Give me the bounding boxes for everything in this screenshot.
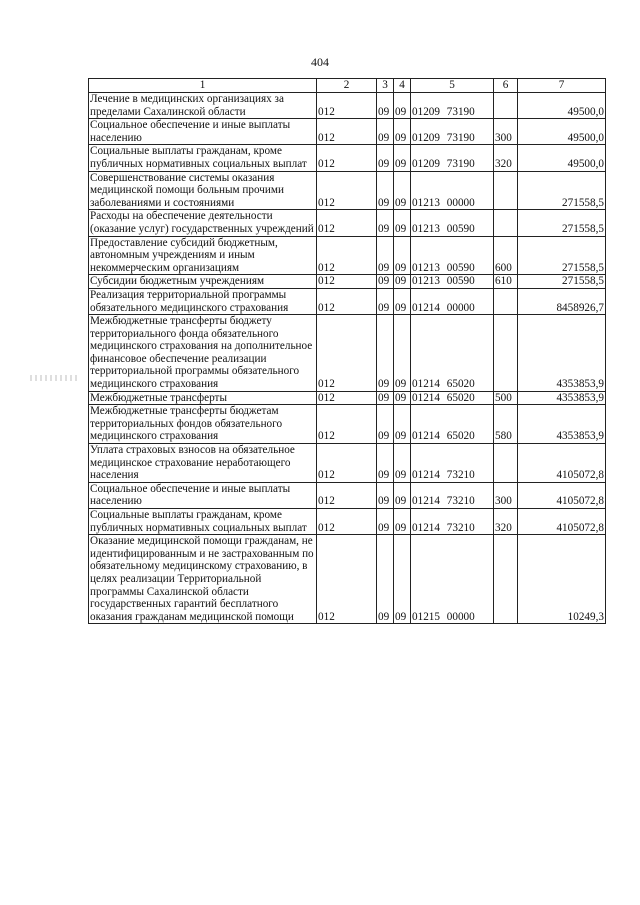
ministry-code: 012: [317, 288, 377, 314]
column-header: 3: [377, 79, 394, 93]
expense-type-code: 600: [494, 236, 518, 275]
subsection-code: 09: [394, 145, 411, 171]
amount: 4353853,9: [518, 315, 606, 392]
section-code: 09: [377, 275, 394, 289]
ministry-code: 012: [317, 93, 377, 119]
subsection-code: 09: [394, 391, 411, 405]
table-row: [89, 391, 606, 405]
table-row: [89, 93, 606, 119]
section-code: 09: [377, 405, 394, 444]
amount: 4105072,8: [518, 482, 606, 508]
subsection-code: 09: [394, 535, 411, 624]
table-row: [89, 482, 606, 508]
amount: 49500,0: [518, 145, 606, 171]
ministry-code: 012: [317, 145, 377, 171]
budget-table: [88, 78, 606, 624]
amount: 271558,5: [518, 210, 606, 236]
section-code: 09: [377, 236, 394, 275]
row-name: Лечение в медицинских организациях за пределами Сахалинской области: [89, 93, 317, 119]
subsection-code: 09: [394, 119, 411, 145]
ministry-code: 012: [317, 119, 377, 145]
scan-artifact: [30, 375, 80, 381]
amount: 4353853,9: [518, 405, 606, 444]
subsection-code: 09: [394, 171, 411, 210]
amount: 271558,5: [518, 171, 606, 210]
row-name: Оказание медицинской помощи гражданам, не идентифицированным и не застрахованным по обязательному медицинскому страхованию, в целях реализации Территориальной программы Сахалинской области государственных гарантий бесплатного оказания гражданам медицинской помощи: [89, 535, 317, 624]
table-row: [89, 405, 606, 444]
ministry-code: 012: [317, 171, 377, 210]
row-name: Социальное обеспечение и иные выплаты населению: [89, 482, 317, 508]
expense-type-code: [494, 444, 518, 483]
row-name: Субсидии бюджетным учреждениям: [89, 275, 317, 289]
table-row: [89, 444, 606, 483]
table-body: [89, 93, 606, 624]
target-article-code: 01213 00590: [411, 236, 494, 275]
ministry-code: 012: [317, 482, 377, 508]
ministry-code: 012: [317, 210, 377, 236]
section-code: 09: [377, 509, 394, 535]
subsection-code: 09: [394, 405, 411, 444]
column-header: 4: [394, 79, 411, 93]
row-name: Межбюджетные трансферты: [89, 391, 317, 405]
amount: 49500,0: [518, 93, 606, 119]
ministry-code: 012: [317, 444, 377, 483]
section-code: 09: [377, 119, 394, 145]
target-article-code: 01214 65020: [411, 391, 494, 405]
table-row: [89, 236, 606, 275]
target-article-code: 01213 00590: [411, 275, 494, 289]
subsection-code: 09: [394, 482, 411, 508]
subsection-code: 09: [394, 288, 411, 314]
target-article-code: 01214 00000: [411, 288, 494, 314]
expense-type-code: [494, 288, 518, 314]
expense-type-code: 500: [494, 391, 518, 405]
column-header: 7: [518, 79, 606, 93]
target-article-code: 01209 73190: [411, 145, 494, 171]
row-name: Реализация территориальной программы обязательного медицинского страхования: [89, 288, 317, 314]
row-name: Социальные выплаты гражданам, кроме публичных нормативных социальных выплат: [89, 509, 317, 535]
amount: 10249,3: [518, 535, 606, 624]
section-code: 09: [377, 288, 394, 314]
expense-type-code: 320: [494, 509, 518, 535]
table-header-row: [89, 79, 606, 93]
amount: 4353853,9: [518, 391, 606, 405]
table-row: [89, 288, 606, 314]
subsection-code: 09: [394, 315, 411, 392]
subsection-code: 09: [394, 509, 411, 535]
target-article-code: 01214 65020: [411, 315, 494, 392]
ministry-code: 012: [317, 509, 377, 535]
row-name: Совершенствование системы оказания медицинской помощи больным прочими заболеваниями и состояниями: [89, 171, 317, 210]
target-article-code: 01214 65020: [411, 405, 494, 444]
section-code: 09: [377, 171, 394, 210]
ministry-code: 012: [317, 315, 377, 392]
column-header: 2: [317, 79, 377, 93]
target-article-code: 01209 73190: [411, 119, 494, 145]
subsection-code: 09: [394, 236, 411, 275]
subsection-code: 09: [394, 275, 411, 289]
table-row: [89, 171, 606, 210]
target-article-code: 01214 73210: [411, 509, 494, 535]
row-name: Межбюджетные трансферты бюджету территориального фонда обязательного медицинского страхования на дополнительное финансовое обеспечение реализации территориальной программы обязательного медицинского страхования: [89, 315, 317, 392]
ministry-code: 012: [317, 236, 377, 275]
section-code: 09: [377, 391, 394, 405]
row-name: Предоставление субсидий бюджетным, автономным учреждениям и иным некоммерческим организациям: [89, 236, 317, 275]
expense-type-code: [494, 315, 518, 392]
amount: 271558,5: [518, 236, 606, 275]
section-code: 09: [377, 315, 394, 392]
amount: 4105072,8: [518, 509, 606, 535]
target-article-code: 01215 00000: [411, 535, 494, 624]
table-row: [89, 315, 606, 392]
table-row: [89, 210, 606, 236]
target-article-code: 01214 73210: [411, 482, 494, 508]
section-code: 09: [377, 93, 394, 119]
table-row: [89, 535, 606, 624]
column-header: 5: [411, 79, 494, 93]
section-code: 09: [377, 444, 394, 483]
row-name: Межбюджетные трансферты бюджетам территориальных фондов обязательного медицинского страхования: [89, 405, 317, 444]
table-row: [89, 509, 606, 535]
table-row: [89, 145, 606, 171]
section-code: 09: [377, 535, 394, 624]
subsection-code: 09: [394, 93, 411, 119]
target-article-code: 01209 73190: [411, 93, 494, 119]
page-number: 404: [311, 55, 329, 69]
expense-type-code: [494, 535, 518, 624]
target-article-code: 01213 00590: [411, 210, 494, 236]
subsection-code: 09: [394, 444, 411, 483]
expense-type-code: 610: [494, 275, 518, 289]
subsection-code: 09: [394, 210, 411, 236]
expense-type-code: 580: [494, 405, 518, 444]
section-code: 09: [377, 210, 394, 236]
section-code: 09: [377, 145, 394, 171]
section-code: 09: [377, 482, 394, 508]
ministry-code: 012: [317, 275, 377, 289]
amount: 49500,0: [518, 119, 606, 145]
expense-type-code: [494, 171, 518, 210]
row-name: Уплата страховых взносов на обязательное медицинское страхование неработающего населения: [89, 444, 317, 483]
column-header: 1: [89, 79, 317, 93]
expense-type-code: 320: [494, 145, 518, 171]
amount: 8458926,7: [518, 288, 606, 314]
expense-type-code: [494, 210, 518, 236]
table-row: [89, 275, 606, 289]
amount: 4105072,8: [518, 444, 606, 483]
row-name: Расходы на обеспечение деятельности (оказание услуг) государственных учреждений: [89, 210, 317, 236]
column-header: 6: [494, 79, 518, 93]
expense-type-code: [494, 93, 518, 119]
ministry-code: 012: [317, 535, 377, 624]
row-name: Социальные выплаты гражданам, кроме публичных нормативных социальных выплат: [89, 145, 317, 171]
row-name: Социальное обеспечение и иные выплаты населению: [89, 119, 317, 145]
ministry-code: 012: [317, 405, 377, 444]
target-article-code: 01213 00000: [411, 171, 494, 210]
amount: 271558,5: [518, 275, 606, 289]
table-row: [89, 119, 606, 145]
target-article-code: 01214 73210: [411, 444, 494, 483]
ministry-code: 012: [317, 391, 377, 405]
expense-type-code: 300: [494, 119, 518, 145]
expense-type-code: 300: [494, 482, 518, 508]
